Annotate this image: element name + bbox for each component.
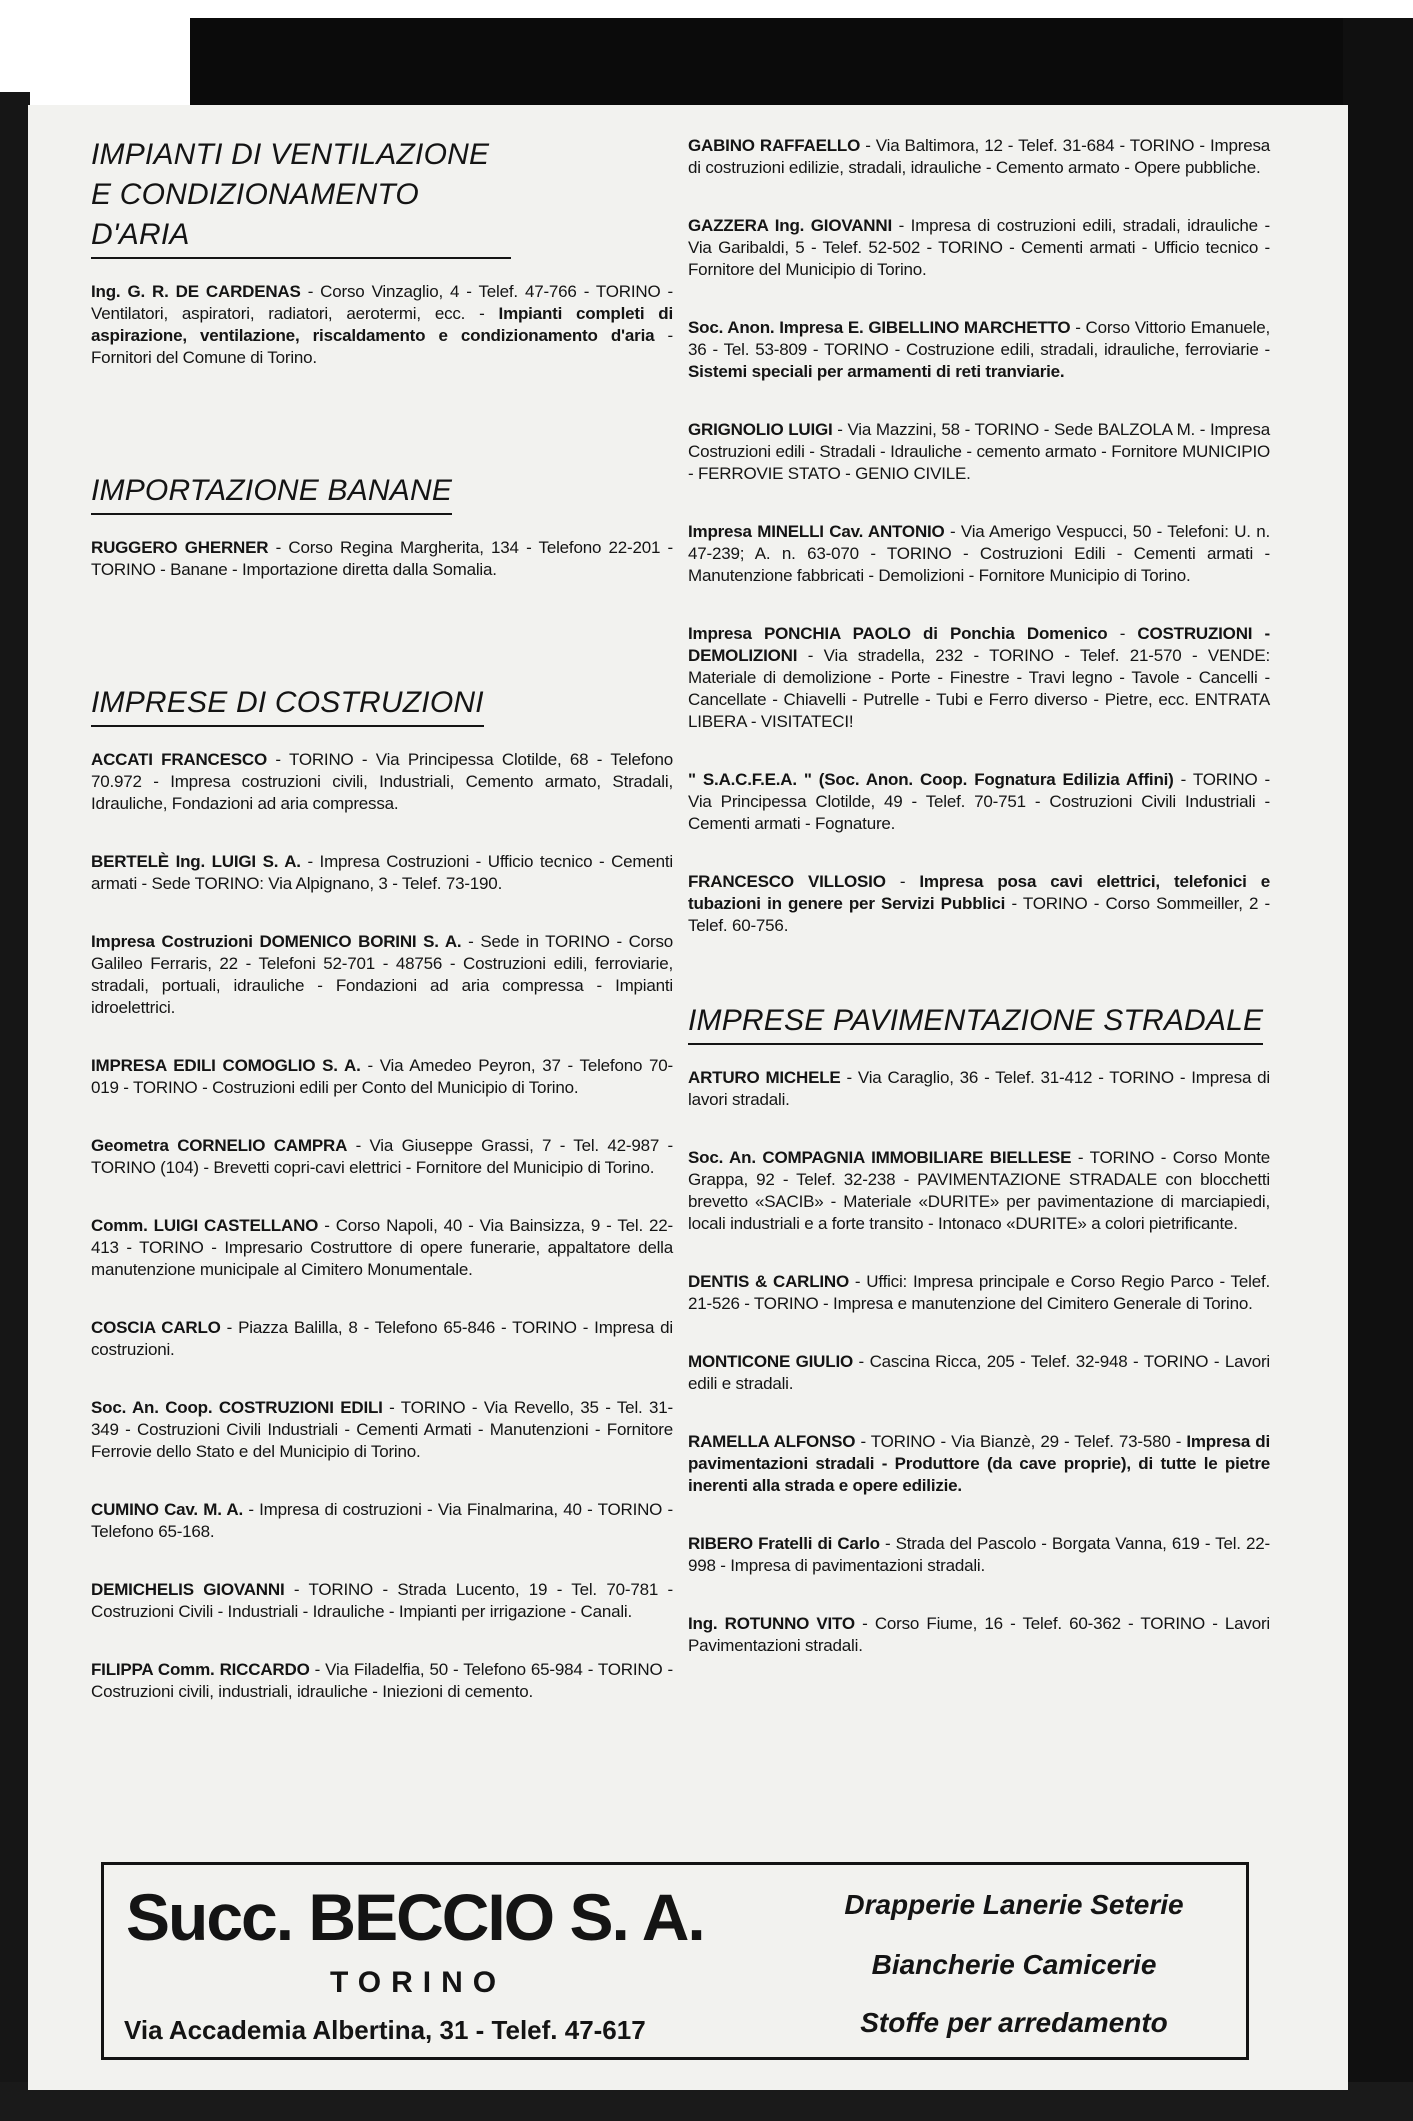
entry-name: Impresa PONCHIA PAOLO di Ponchia Domenico bbox=[688, 624, 1108, 643]
entry-text: - Via Filadelfia, 50 - Telefono 65-984 - TORINO - Costruzioni civili, industriali, idrauliche - Iniezioni di cemento. bbox=[91, 1660, 673, 1701]
directory-entry bbox=[688, 1271, 1270, 1315]
directory-entry bbox=[91, 281, 673, 369]
directory-entry bbox=[688, 215, 1270, 281]
directory-entry bbox=[91, 931, 673, 1019]
entry-name: Soc. Anon. Impresa E. GIBELLINO MARCHETTO bbox=[688, 318, 1071, 337]
document-page bbox=[28, 105, 1348, 2090]
entry-text: - Impresa di costruzioni - Via Finalmarina, 40 - TORINO - Telefono 65-168. bbox=[91, 1500, 673, 1541]
entry-name: CUMINO Cav. M. A. bbox=[91, 1500, 244, 1519]
section-title-ventilazione: IMPIANTI DI VENTILAZIONE E CONDIZIONAMENTO D'ARIA bbox=[91, 135, 511, 259]
entry-name: Soc. An. Coop. COSTRUZIONI EDILI bbox=[91, 1398, 383, 1417]
directory-entry bbox=[688, 419, 1270, 485]
section-title-banane: IMPORTAZIONE BANANE bbox=[91, 471, 452, 515]
entry-text: - Sede in TORINO - Corso Galileo Ferraris, 22 - Telefoni 52-701 - 48756 - Costruzioni edili, ferroviarie, stradali, portuali, idrauliche - Fondazioni ad aria compressa - Impianti idroelettrici. bbox=[91, 932, 674, 1017]
entry-name: Ing. G. R. DE CARDENAS bbox=[91, 282, 301, 301]
section-pavimentazione bbox=[688, 1067, 1270, 1657]
entry-text: - Via Amedeo Peyron, 37 - Telefono 70-019 - TORINO - Costruzioni edili per Conto del Municipio di Torino. bbox=[91, 1056, 673, 1097]
ad-tagline-drapperie: Drapperie Lanerie Seterie bbox=[844, 1889, 1184, 1920]
entry-name: " S.A.C.F.E.A. " (Soc. Anon. Coop. Fognatura Edilizia Affini) bbox=[688, 770, 1174, 789]
entry-text: - Impresa di costruzioni edili, stradali, idrauliche - Via Garibaldi, 5 - Telef. 52-502 - TORINO - Cementi armati - Ufficio tecnico - Fornitore del Municipio di Torino. bbox=[688, 216, 1270, 279]
left-column bbox=[91, 135, 673, 1739]
entry-highlight: Impianti completi di aspirazione, ventilazione, riscaldamento e condizionamento d'aria bbox=[91, 304, 673, 345]
directory-entry bbox=[688, 1147, 1270, 1235]
entry-text: - Corso Napoli, 40 - Via Bainsizza, 9 - Tel. 22-413 - TORINO - Impresario Costruttore di opere funerarie, appaltatore della manutenzione municipale al Cimitero Monumentale. bbox=[91, 1216, 673, 1279]
entry-name: COSCIA CARLO bbox=[91, 1318, 221, 1337]
entry-name: Impresa Costruzioni DOMENICO BORINI S. A. bbox=[91, 932, 462, 951]
directory-entry bbox=[688, 1533, 1270, 1577]
entry-text: - Fornitori del Comune di Torino. bbox=[91, 326, 673, 367]
directory-entry bbox=[91, 1397, 673, 1463]
directory-entry bbox=[688, 769, 1270, 835]
entry-text: - Uffici: Impresa principale e Corso Regio Parco - Telef. 21-526 - TORINO - Impresa e manutenzione del Cimitero Generale di Torino. bbox=[688, 1272, 1270, 1313]
ad-company-name: Succ. BECCIO S. A. bbox=[126, 1880, 704, 1954]
advertisement-box bbox=[101, 1862, 1249, 2060]
entry-text: - Via Giuseppe Grassi, 7 - Tel. 42-987 - TORINO (104) - Brevetti copri-cavi elettrici - Fornitore del Municipio di Torino. bbox=[91, 1136, 674, 1177]
entry-highlight: Sistemi speciali per armamenti di reti tranviarie. bbox=[688, 362, 1065, 381]
entry-text: - Via Baltimora, 12 - Telef. 31-684 - TORINO - Impresa di costruzioni edilizie, stradali, idrauliche - Cemento armato - Opere pubbliche. bbox=[688, 136, 1270, 177]
entry-name: GABINO RAFFAELLO bbox=[688, 136, 861, 155]
entry-name: RUGGERO GHERNER bbox=[91, 538, 269, 557]
section-costruzioni-continued bbox=[688, 135, 1270, 937]
directory-entry bbox=[688, 871, 1270, 937]
entry-text: - TORINO - Corso Sommeiller, 2 - Telef. 60-756. bbox=[688, 894, 1270, 935]
ad-tagline-stoffe: Stoffe per arredamento bbox=[860, 2007, 1168, 2038]
entry-name: Impresa MINELLI Cav. ANTONIO bbox=[688, 522, 945, 541]
directory-entry bbox=[91, 1659, 673, 1703]
entry-text: - Strada del Pascolo - Borgata Vanna, 619 - Tel. 22-998 - Impresa di pavimentazioni stradali. bbox=[688, 1534, 1270, 1575]
entry-name: BERTELÈ Ing. LUIGI S. A. bbox=[91, 852, 301, 871]
entry-text: - TORINO - Via Principessa Clotilde, 68 - Telefono 70.972 - Impresa costruzioni civili, Industriali, Cemento armato, Stradali, Idrauliche, Fondazioni ad aria compressa. bbox=[91, 750, 673, 813]
directory-entry bbox=[688, 135, 1270, 179]
directory-entry bbox=[688, 1431, 1270, 1497]
entry-text: - Corso Vittorio Emanuele, 36 - Tel. 53-809 - TORINO - Costruzione edili, stradali, idrauliche, ferroviarie - bbox=[688, 318, 1270, 359]
section-title-pavimentazione: IMPRESE PAVIMENTAZIONE STRADALE bbox=[688, 1001, 1263, 1045]
directory-entry bbox=[91, 1579, 673, 1623]
entry-name: MONTICONE GIULIO bbox=[688, 1352, 853, 1371]
entry-name: RIBERO Fratelli di Carlo bbox=[688, 1534, 880, 1553]
entry-name: FRANCESCO VILLOSIO bbox=[688, 872, 886, 891]
entry-highlight: Impresa di pavimentazioni stradali - Produttore (da cave proprie), di tutte le pietre inerenti alla strada e opere edilizie. bbox=[688, 1432, 1270, 1495]
entry-name: Soc. An. COMPAGNIA IMMOBILIARE BIELLESE bbox=[688, 1148, 1072, 1167]
section-banane bbox=[91, 537, 673, 581]
ad-city: TORINO bbox=[330, 1966, 507, 1999]
right-column bbox=[688, 135, 1270, 1693]
directory-entry bbox=[688, 1613, 1270, 1657]
directory-entry bbox=[91, 1215, 673, 1281]
entry-name: ACCATI FRANCESCO bbox=[91, 750, 268, 769]
entry-text: - bbox=[885, 872, 920, 891]
directory-entry bbox=[688, 623, 1270, 733]
entry-text: - TORINO - Strada Lucento, 19 - Tel. 70-781 - Costruzioni Civili - Industriali - Idrauliche - Impianti per irrigazione - Canali. bbox=[91, 1580, 673, 1621]
directory-entry bbox=[91, 1317, 673, 1361]
section-costruzioni bbox=[91, 749, 673, 1703]
entry-text: - Via Mazzini, 58 - TORINO - Sede BALZOLA M. - Impresa Costruzioni edili - Stradali - Idrauliche - cemento armato - Fornitore MUNICIPIO - FERROVIE STATO - GENIO CIVILE. bbox=[688, 420, 1270, 483]
entry-name: Comm. LUIGI CASTELLANO bbox=[91, 1216, 319, 1235]
entry-highlight: COSTRUZIONI - DEMOLIZIONI bbox=[688, 624, 1270, 665]
directory-entry bbox=[688, 1067, 1270, 1111]
entry-text: - Cascina Ricca, 205 - Telef. 32-948 - TORINO - Lavori edili e stradali. bbox=[688, 1352, 1270, 1393]
scan-border-right bbox=[1343, 18, 1413, 2121]
entry-text: - Impresa Costruzioni - Ufficio tecnico - Cementi armati - Sede TORINO: Via Alpignano, 3 - Telef. 73-190. bbox=[91, 852, 673, 893]
directory-entry bbox=[91, 851, 673, 895]
directory-entry bbox=[688, 317, 1270, 383]
section-ventilazione bbox=[91, 281, 673, 369]
directory-entry bbox=[91, 1499, 673, 1543]
directory-entry bbox=[688, 1351, 1270, 1395]
entry-name: DENTIS & CARLINO bbox=[688, 1272, 850, 1291]
entry-text: - TORINO - Via Principessa Clotilde, 49 - Telef. 70-751 - Costruzioni Civili Industriali - Cementi armati - Fognature. bbox=[688, 770, 1270, 833]
entry-text: - Corso Vinzaglio, 4 - Telef. 47-766 - TORINO - Ventilatori, aspiratori, radiatori, aerotermi, ecc. - bbox=[91, 282, 674, 323]
entry-name: Ing. ROTUNNO VITO bbox=[688, 1614, 855, 1633]
entry-text: - Piazza Balilla, 8 - Telefono 65-846 - TORINO - Impresa di costruzioni. bbox=[91, 1318, 673, 1359]
directory-entry bbox=[91, 1055, 673, 1099]
entry-text: - Via stradella, 232 - TORINO - Telef. 21-570 - VENDE: Materiale di demolizione - Porte - Finestre - Travi legno - Tavole - Cancelli - Cancellate - Chiavelli - Putrelle - Tubi e Ferro diverso - Pietre, ecc. ENTRATA LIBERA - VISITATECI! bbox=[688, 646, 1270, 731]
entry-name: RAMELLA ALFONSO bbox=[688, 1432, 856, 1451]
entry-name: DEMICHELIS GIOVANNI bbox=[91, 1580, 285, 1599]
scan-border-top bbox=[190, 18, 1360, 108]
entry-text: - Corso Fiume, 16 - Telef. 60-362 - TORINO - Lavori Pavimentazioni stradali. bbox=[688, 1614, 1271, 1655]
entry-name: ARTURO MICHELE bbox=[688, 1068, 841, 1087]
entry-name: IMPRESA EDILI COMOGLIO S. A. bbox=[91, 1056, 361, 1075]
directory-entry bbox=[91, 537, 673, 581]
entry-text: - bbox=[1107, 624, 1138, 643]
entry-name: GAZZERA Ing. GIOVANNI bbox=[688, 216, 892, 235]
entry-name: Geometra CORNELIO CAMPRA bbox=[91, 1136, 348, 1155]
entry-name: FILIPPA Comm. RICCARDO bbox=[91, 1660, 310, 1679]
entry-text: - Corso Regina Margherita, 134 - Telefono 22-201 - TORINO - Banane - Importazione diretta dalla Somalia. bbox=[91, 538, 673, 579]
entry-text: - Via Amerigo Vespucci, 50 - Telefoni: U. n. 47-239; A. n. 63-070 - TORINO - Costruzioni Edili - Cementi armati - Manutenzione fabbricati - Demolizioni - Fornitore Municipio di Torino. bbox=[688, 522, 1270, 585]
scan-border-left bbox=[0, 92, 30, 2121]
entry-text: - TORINO - Via Revello, 35 - Tel. 31-349 - Costruzioni Civili Industriali - Cementi Armati - Manutenzioni - Fornitore Ferrovie dello Stato e del Municipio di Torino. bbox=[91, 1398, 673, 1461]
directory-entry bbox=[688, 521, 1270, 587]
entry-text: - Via Caraglio, 36 - Telef. 31-412 - TORINO - Impresa di lavori stradali. bbox=[688, 1068, 1271, 1109]
ad-address: Via Accademia Albertina, 31 - Telef. 47-617 bbox=[124, 2015, 646, 2045]
entry-name: GRIGNOLIO LUIGI bbox=[688, 420, 833, 439]
entry-text: - TORINO - Via Bianzè, 29 - Telef. 73-580 - bbox=[855, 1432, 1187, 1451]
entry-highlight: Impresa posa cavi elettrici, telefonici e tubazioni in genere per Servizi Pubblici bbox=[688, 872, 1270, 913]
directory-entry bbox=[91, 1135, 673, 1179]
section-title-costruzioni: IMPRESE DI COSTRUZIONI bbox=[91, 683, 484, 727]
directory-entry bbox=[91, 749, 673, 815]
entry-text: - TORINO - Corso Monte Grappa, 92 - Telef. 32-238 - PAVIMENTAZIONE STRADALE con blocchetti brevetto «SACIB» - Materiale «DURITE» per pavimentazione di marciapiedi, locali industriali e a forte transito - Intonaco «DURITE» a colori pietrificante. bbox=[688, 1148, 1270, 1233]
ad-tagline-biancherie: Biancherie Camicerie bbox=[871, 1949, 1157, 1980]
